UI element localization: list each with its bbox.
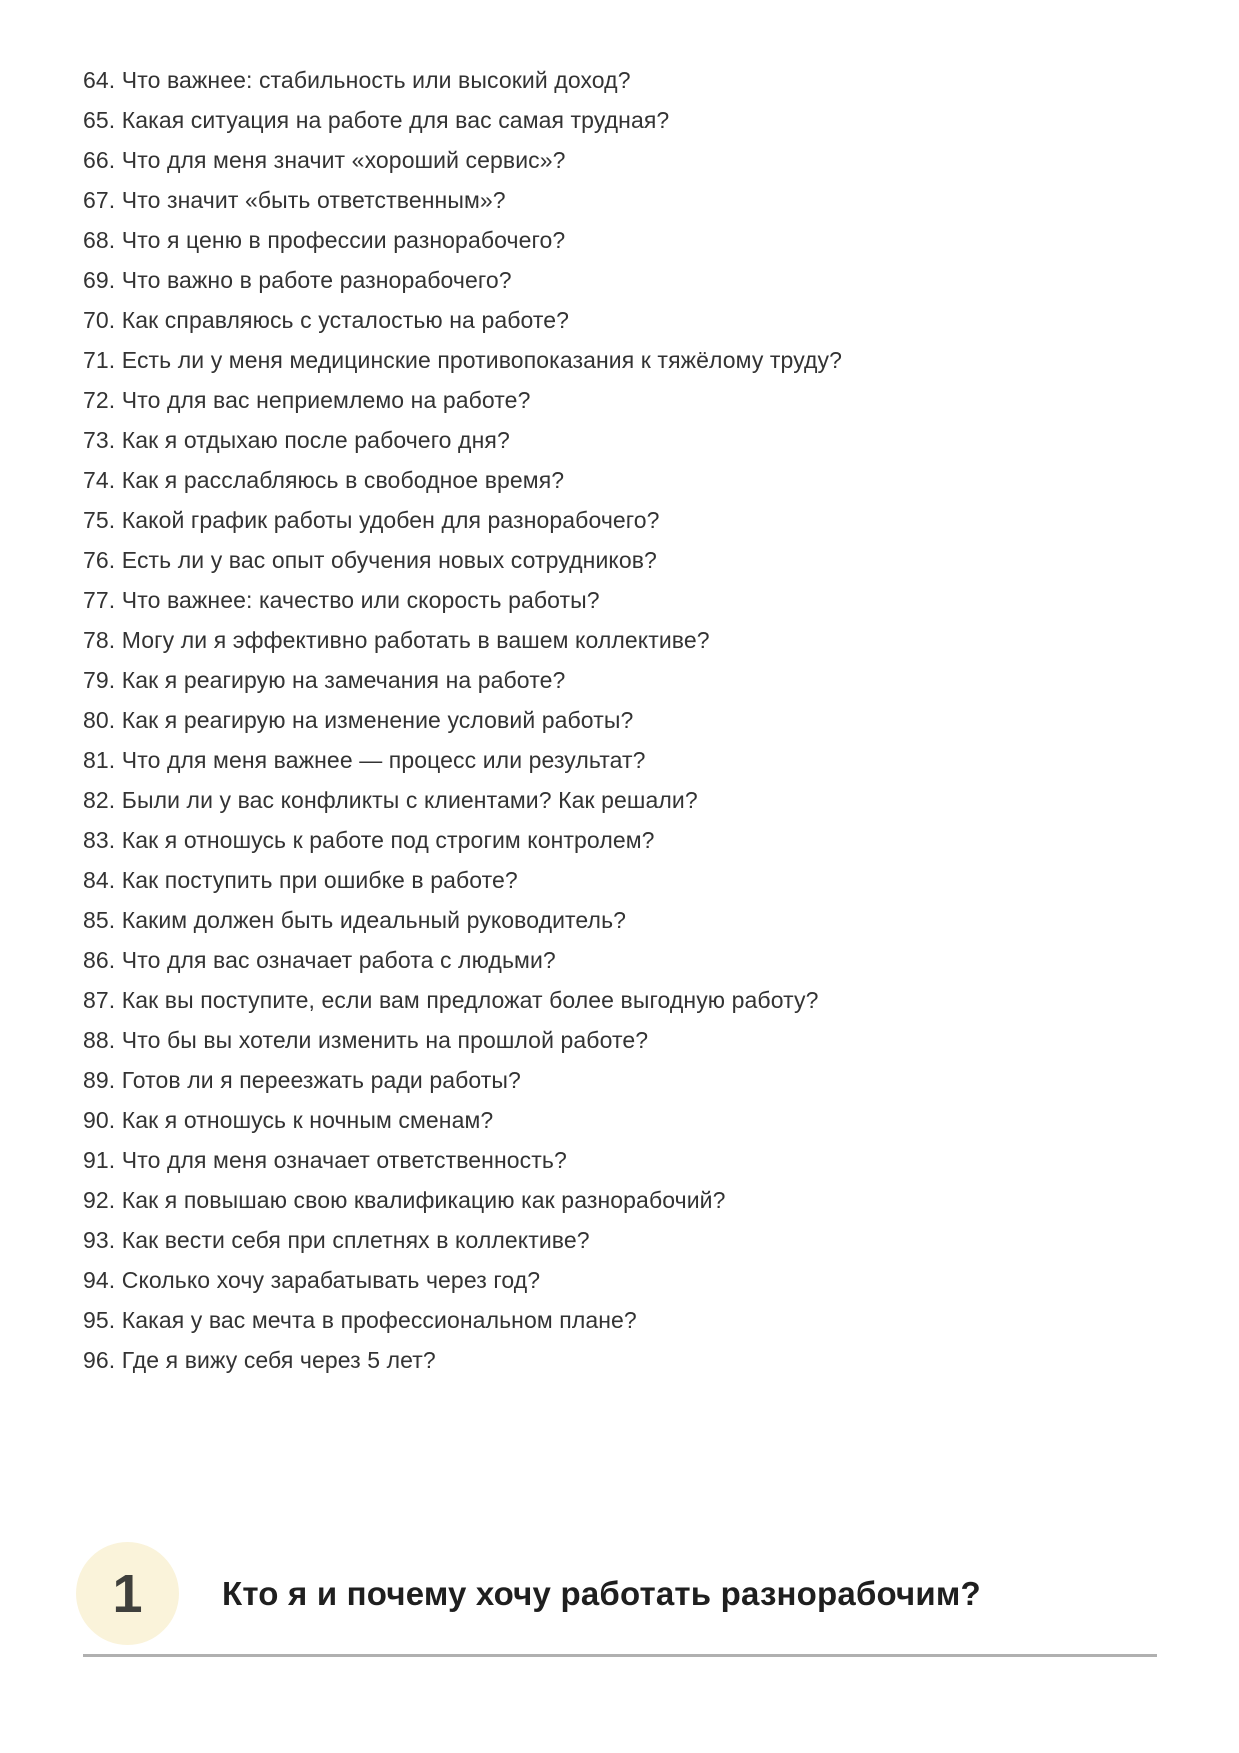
question-item: 79. Как я реагирую на замечания на работе? bbox=[83, 667, 566, 693]
question-item: 84. Как поступить при ошибке в работе? bbox=[83, 867, 518, 893]
question-item: 68. Что я ценю в профессии разнорабочего? bbox=[83, 227, 566, 253]
question-item: 66. Что для меня значит «хороший сервис»? bbox=[83, 147, 566, 173]
question-item: 96. Где я вижу себя через 5 лет? bbox=[83, 1347, 436, 1373]
question-item: 69. Что важно в работе разнорабочего? bbox=[83, 267, 512, 293]
section-header bbox=[76, 1542, 1176, 1657]
question-item: 76. Есть ли у вас опыт обучения новых сотрудников? bbox=[83, 547, 657, 573]
question-item: 73. Как я отдыхаю после рабочего дня? bbox=[83, 427, 510, 453]
question-item: 70. Как справляюсь с усталостью на работе? bbox=[83, 307, 570, 333]
question-item: 91. Что для меня означает ответственность? bbox=[83, 1147, 567, 1173]
question-item: 95. Какая у вас мечта в профессиональном плане? bbox=[83, 1307, 637, 1333]
question-item: 75. Какой график работы удобен для разнорабочего? bbox=[83, 507, 660, 533]
section-header-row bbox=[76, 1542, 1176, 1645]
question-item: 88. Что бы вы хотели изменить на прошлой работе? bbox=[83, 1027, 649, 1053]
question-item: 87. Как вы поступите, если вам предложат более выгодную работу? bbox=[83, 987, 819, 1013]
question-item: 90. Как я отношусь к ночным сменам? bbox=[83, 1107, 494, 1133]
question-item: 64. Что важнее: стабильность или высокий доход? bbox=[83, 67, 631, 93]
question-item: 67. Что значит «быть ответственным»? bbox=[83, 187, 506, 213]
section-number: 1 bbox=[112, 1563, 143, 1624]
question-item: 92. Как я повышаю свою квалификацию как разнорабочий? bbox=[83, 1187, 726, 1213]
question-item: 86. Что для вас означает работа с людьми? bbox=[83, 947, 556, 973]
question-item: 71. Есть ли у меня медицинские противопоказания к тяжёлому труду? bbox=[83, 347, 843, 373]
question-item: 85. Каким должен быть идеальный руководитель? bbox=[83, 907, 627, 933]
section-number-badge bbox=[76, 1542, 179, 1645]
question-item: 81. Что для меня важнее — процесс или результат? bbox=[83, 747, 646, 773]
question-item: 77. Что важнее: качество или скорость работы? bbox=[83, 587, 600, 613]
question-item: 74. Как я расслабляюсь в свободное время? bbox=[83, 467, 565, 493]
question-item: 65. Какая ситуация на работе для вас самая трудная? bbox=[83, 107, 670, 133]
section-title: Кто я и почему хочу работать разнорабочим? bbox=[222, 1574, 981, 1612]
question-item: 89. Готов ли я переезжать ради работы? bbox=[83, 1067, 521, 1093]
question-item: 80. Как я реагирую на изменение условий работы? bbox=[83, 707, 634, 733]
question-item: 93. Как вести себя при сплетнях в коллективе? bbox=[83, 1227, 590, 1253]
question-item: 94. Сколько хочу зарабатывать через год? bbox=[83, 1267, 541, 1293]
section-divider bbox=[83, 1654, 1157, 1657]
question-item: 78. Могу ли я эффективно работать в вашем коллективе? bbox=[83, 627, 710, 653]
question-item: 72. Что для вас неприемлемо на работе? bbox=[83, 387, 531, 413]
question-item: 83. Как я отношусь к работе под строгим контролем? bbox=[83, 827, 655, 853]
question-item: 82. Были ли у вас конфликты с клиентами? Как решали? bbox=[83, 787, 698, 813]
